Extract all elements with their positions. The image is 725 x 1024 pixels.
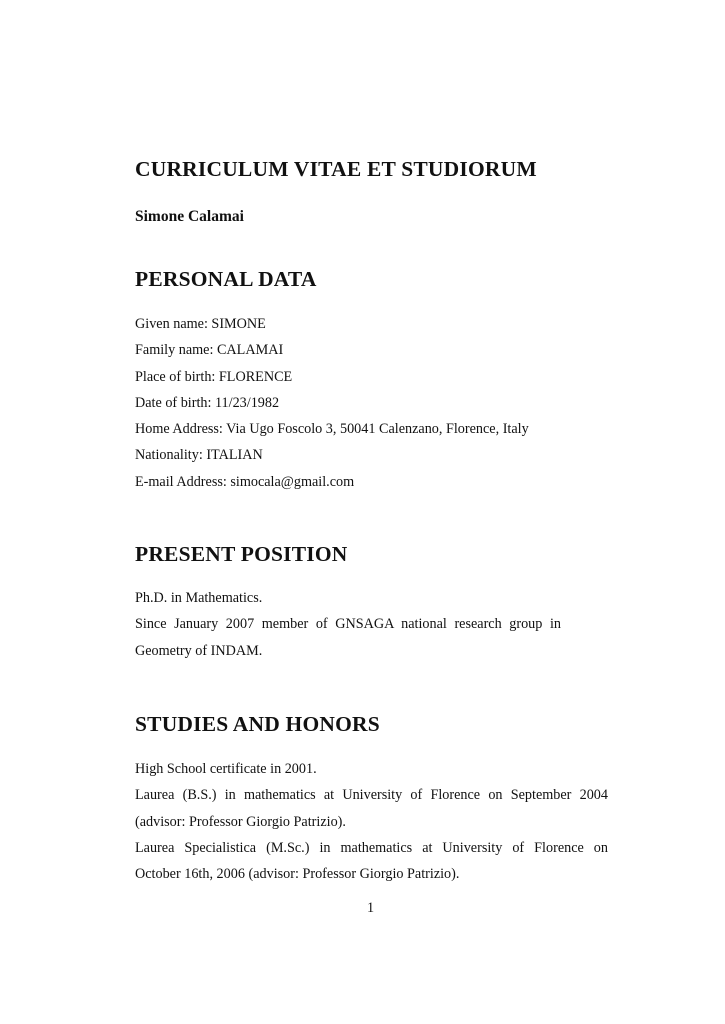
studies-and-honors-list: [135, 756, 615, 887]
personal-data-nationality: Nationality: ITALIAN: [135, 447, 263, 464]
personal-data-place-of-birth: Place of birth: FLORENCE: [135, 368, 293, 385]
studies-high-school: High School certificate in 2001.: [135, 761, 317, 777]
personal-data-home-address: Home Address: Via Ugo Foscolo 3, 50041 Calenzano, Florence, Italy: [135, 421, 529, 438]
studies-laurea-line-2: (advisor: Professor Giorgio Patrizio).: [135, 813, 346, 830]
studies-laurea-line-1: Laurea (B.S.) in mathematics at University of Florence on September 2004: [135, 787, 608, 804]
author-name: Simone Calamai: [135, 208, 244, 225]
section-heading-present-position: PRESENT POSITION: [135, 542, 348, 566]
studies-laurea-specialistica-line-1: Laurea Specialistica (M.Sc.) in mathematics at University of Florence on: [135, 839, 608, 856]
present-position-membership-line-2: Geometry of INDAM.: [135, 642, 263, 659]
present-position-list: [135, 585, 615, 664]
page-number: 1: [366, 900, 375, 916]
personal-data-given-name: Given name: SIMONE: [135, 316, 266, 332]
section-heading-studies-and-honors: STUDIES AND HONORS: [135, 712, 380, 736]
personal-data-family-name: Family name: CALAMAI: [135, 342, 284, 359]
section-heading-personal-data: PERSONAL DATA: [135, 267, 317, 291]
personal-data-list: [135, 311, 615, 495]
present-position-membership-line-1: Since January 2007 member of GNSAGA national research group in: [135, 616, 561, 633]
document-title: CURRICULUM VITAE ET STUDIORUM: [135, 157, 537, 181]
personal-data-email: E-mail Address: simocala@gmail.com: [135, 473, 355, 490]
studies-laurea-specialistica-line-2: October 16th, 2006 (advisor: Professor Giorgio Patrizio).: [135, 866, 460, 883]
present-position-degree: Ph.D. in Mathematics.: [135, 590, 263, 606]
personal-data-date-of-birth: Date of birth: 11/23/1982: [135, 394, 280, 411]
